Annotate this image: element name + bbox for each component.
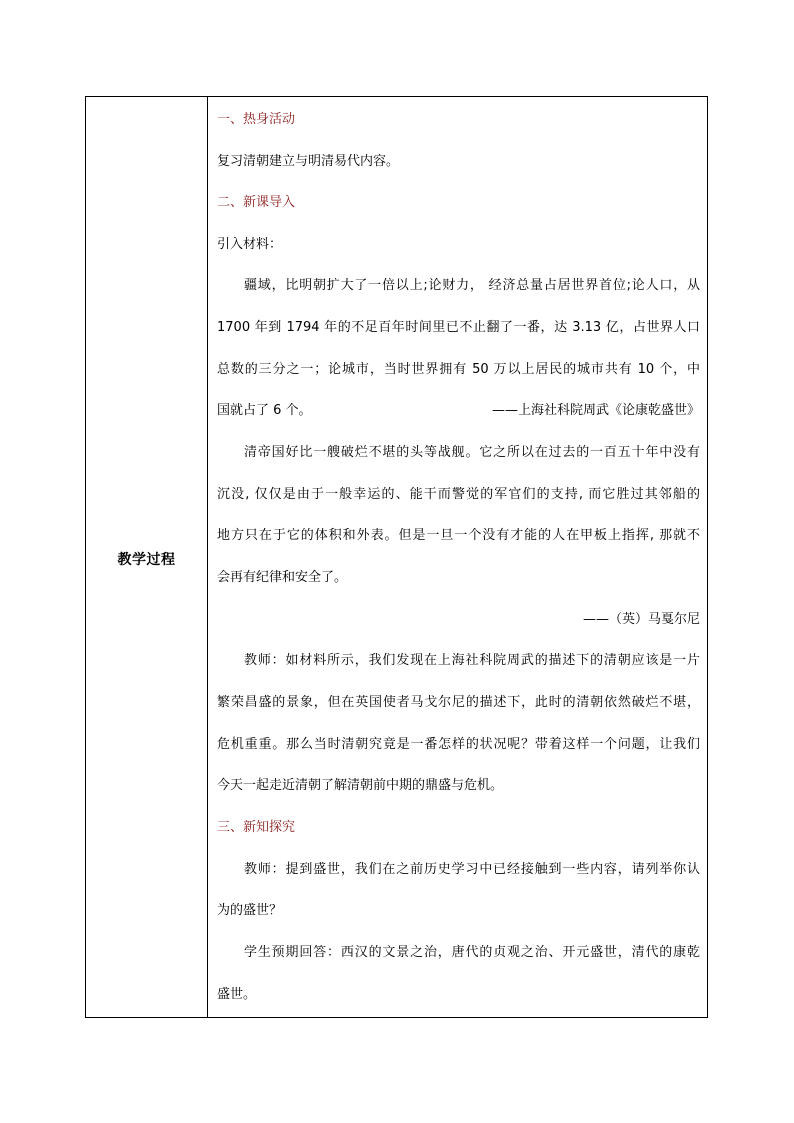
student-answer-line: 盛世。 — [217, 987, 257, 1002]
material1-source: ——上海社科院周武《论康乾盛世》 — [491, 403, 700, 418]
warmup-text: 复习清朝建立与明清易代内容。 — [217, 154, 400, 169]
intro-heading: 二、新课导入 — [217, 195, 296, 210]
explore-heading: 三、新知探究 — [217, 820, 296, 835]
material1-line: 总数的三分之一；论城市，当时世界拥有 50 万以上居民的城市共有 10 个，中 — [217, 362, 700, 377]
material1-line: 疆域，比明朝扩大了一倍以上;论财力， 经济总量占居世界首位;论人口，从 — [244, 278, 700, 293]
lesson-table — [85, 96, 708, 1018]
warmup-heading: 一、热身活动 — [217, 112, 296, 127]
section-label-cell — [86, 97, 208, 1017]
material1-line: 1700 年到 1794 年的不足百年时间里已不止翻了一番，达 3.13 亿，占世界人口 — [217, 320, 700, 335]
teacher1-line: 繁荣昌盛的景象，但在英国使者马戈尔尼的描述下，此时的清朝依然破烂不堪， — [217, 695, 700, 710]
teacher2-line: 教师：提到盛世，我们在之前历史学习中已经接触到一些内容，请列举你认 — [244, 862, 700, 877]
material1-last-line: 国就占了 6 个。 — [217, 403, 312, 418]
material1-last-row — [217, 402, 700, 420]
teacher2-line: 为的盛世？ — [217, 903, 283, 918]
section-label: 教学过程 — [117, 552, 176, 568]
material2-last-line: 会再有纪律和安全了。 — [217, 570, 348, 585]
intro-label: 引入材料： — [217, 237, 283, 252]
teacher1-last-line: 今天一起走近清朝了解清朝前中期的鼎盛与危机。 — [217, 778, 504, 793]
material2-line: 清帝国好比一艘破烂不堪的头等战舰。它之所以在过去的一百五十年中没有 — [244, 445, 700, 460]
content-cell — [208, 97, 707, 1017]
student-answer-line: 学生预期回答：西汉的文景之治，唐代的贞观之治、开元盛世，清代的康乾 — [244, 945, 700, 960]
material2-line: 地方只在于它的体积和外表。但是一旦一个没有才能的人在甲板上指挥, 那就不 — [217, 528, 700, 543]
teacher1-line: 教师：如材料所示，我们发现在上海社科院周武的描述下的清朝应该是一片 — [244, 653, 700, 668]
teacher1-line: 危机重重。那么当时清朝究竟是一番怎样的状况呢？带着这样一个问题，让我们 — [217, 737, 700, 752]
material2-source: ——（英）马戛尔尼 — [582, 612, 700, 627]
material2-line: 沉没, 仅仅是由于一般幸运的、能干而警觉的军官们的支持, 而它胜过其邻船的 — [217, 487, 700, 502]
